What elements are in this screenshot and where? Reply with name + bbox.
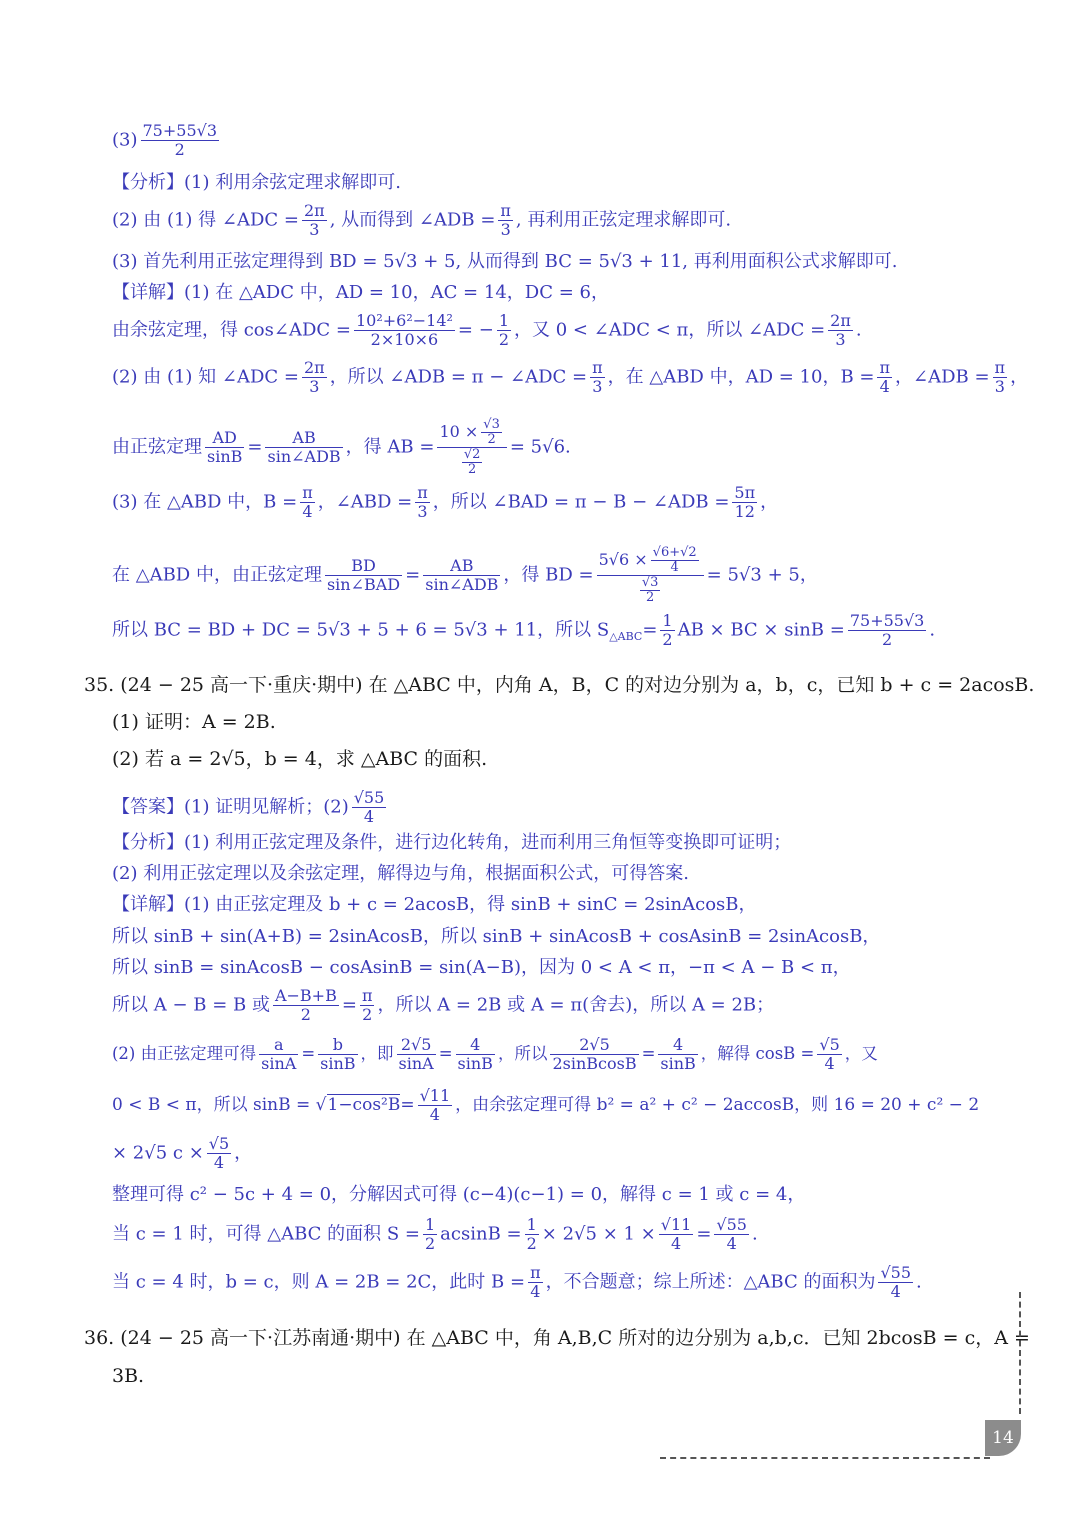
question-35-detail-4: 所以 A − B = B 或 $\frac{A-B+B}{2}$ = $\frac{\pi}{2}$ ，所以 A = 2B 或 A = π(舍去)，所以 A = 2B； xyxy=(112,986,775,1024)
question-35-answer: 【答案】(1) 证明见解析；(2) $\frac{√55}{4}$ xyxy=(112,788,385,826)
question-35-detail-3: 所以 sinB = sinAcosB − cosAsinB = sin(A−B)，因为 0 < A < π，−π < A − B < π， xyxy=(112,957,851,978)
question-35-analysis-2: (2) 利用正弦定理以及余弦定理，解得边与角，根据面积公式，可得答案. xyxy=(112,863,689,884)
prev-detail-2: 由余弦定理，得 cos∠ADC = $\frac{\text{10²+6²−14²}}{2\times 10\times 6}$ = − $\frac{1}{2}$ ，又 0 < ∠ADC < π，所以 ∠ADC = $\frac{2\pi}{3}$ . xyxy=(112,311,862,349)
prev-analysis-1: 【分析】(1) 利用余弦定理求解即可. xyxy=(112,172,401,193)
page-border-dashed-vertical xyxy=(1019,1292,1021,1414)
prev-detail-5: (3) 在 △ABD 中，B = $\frac{\pi}{4}$ ，∠ABD = $\frac{\pi}{3}$ ，所以 ∠BAD = π − B − ∠ADB = $\frac{5\pi}{12}$ ， xyxy=(112,483,779,521)
question-35-detail-8: 整理可得 c² − 5c + 4 = 0，分解因式可得 (c−4)(c−1) = 0，解得 c = 1 或 c = 4， xyxy=(112,1184,806,1205)
question-35-analysis-1: 【分析】(1) 利用正弦定理及条件，进行边化转角，进而利用三角恒等变换即可证明； xyxy=(112,832,792,853)
prev-analysis-2: (2) 由 (1) 得 ∠ADC = $\frac{2\pi}{3}$ , 从而得到 ∠ADB = $\frac{\pi}{3}$ , 再利用正弦定理求解即可. xyxy=(112,201,732,239)
page-number: 14 xyxy=(985,1420,1021,1456)
question-35-detail-7: × 2√5 c × $\frac{√5}{4}$ ， xyxy=(112,1134,253,1172)
prev-detail-3: (2) 由 (1) 知 ∠ADC = $\frac{2\pi}{3}$ ，所以 ∠ADB = π − ∠ADC = $\frac{\pi}{3}$ ，在 △ABD 中，AD = 10，B = $\frac{\pi}{4}$ ，∠ADB = $\frac{\pi}{3}$ ， xyxy=(112,358,1029,396)
prev-answer-part3: (3) $\frac{75+55√3}{2}$ xyxy=(112,121,217,159)
question-35-detail-2: 所以 sinB + sin(A+B) = 2sinAcosB，所以 sinB + sinAcosB + cosAsinB = 2sinAcosB， xyxy=(112,926,881,947)
question-35-part1: (1) 证明：A = 2B. xyxy=(112,711,276,733)
page-border-dashed-horizontal xyxy=(660,1457,990,1459)
question-35-detail-9: 当 c = 1 时，可得 △ABC 的面积 S = $\frac{1}{2}$ acsinB = $\frac{1}{2}$ × 2√5 × 1 × $\frac{√11}{4}$ = $\frac{√55}{4}$ . xyxy=(112,1215,758,1253)
question-35-detail-5: (2) 由正弦定理可得 $\frac{a}{\sin A}$ = $\frac{b}{\sin B}$ ，即 $\frac{2√5}{\sin A}$ = $\frac{4}{\sin B}$ ，所以 $\frac{2√5}{\text{2sinBcosB}}$ = $\frac{4}{\sin B}$ ，解得 cosB = $\frac{√5}{4}$ ，又 xyxy=(112,1035,878,1073)
prev-analysis-3: (3) 首先利用正弦定理得到 BD = 5√3 + 5, 从而得到 BC = 5√3 + 11, 再利用面积公式求解即可. xyxy=(112,251,898,272)
prev-detail-1: 【详解】(1) 在 △ADC 中，AD = 10，AC = 14，DC = 6， xyxy=(112,282,609,303)
question-35-detail-6: 0 < B < π，所以 sinB = √1−cos²B= $\frac{√11}{4}$ ，由余弦定理可得 b² = a² + c² − 2accosB，则 16 = 20 + c² − 2 xyxy=(112,1086,980,1124)
question-36-stem-cont: 3B. xyxy=(112,1365,145,1387)
question-35-stem: 35. (24 − 25 高一下·重庆·期中) 在 △ABC 中，内角 A，B，C 的对边分别为 a，b，c，已知 b + c = 2acosB. xyxy=(84,674,1035,696)
prev-detail-6: 在 △ABD 中，由正弦定理 $\frac{BD}{\text{sin∠BAD}}$ = $\frac{AB}{\text{sin∠ADB}}$ ，得 BD = 5√6 × $\frac{√6+√2}{4}$ $\frac{√3}{2}$ = 5√3 + 5， xyxy=(112,545,818,605)
question-35-part2: (2) 若 a = 2√5，b = 4，求 △ABC 的面积. xyxy=(112,748,488,770)
question-35-detail-1: 【详解】(1) 由正弦定理及 b + c = 2acosB，得 sinB + sinC = 2sinAcosB， xyxy=(112,894,757,915)
prev-detail-7: 所以 BC = BD + DC = 5√3 + 5 + 6 = 5√3 + 11，所以 $S_{\triangle ABC}=$ $\frac{1}{2}$ AB × BC × sinB = $\frac{75+55√3}{2}$ . xyxy=(112,611,936,649)
prev-detail-4: 由正弦定理 $\frac{AD}{\sin B}$ = $\frac{AB}{\text{sin∠ADB}}$ ，得 AB = 10 × $\frac{√3}{2}$ $\frac{√2}{2}$ = 5√6. xyxy=(112,417,571,477)
question-35-detail-10: 当 c = 4 时，b = c，则 A = 2B = 2C，此时 B = $\frac{\pi}{4}$ ，不合题意；综上所述：△ABC 的面积为 $\frac{√55}{4}$ . xyxy=(112,1263,922,1301)
question-36-stem: 36. (24 − 25 高一下·江苏南通·期中) 在 △ABC 中，角 A,B,C 所对的边分别为 a,b,c．已知 2bcosB = c，A = xyxy=(84,1327,1030,1349)
